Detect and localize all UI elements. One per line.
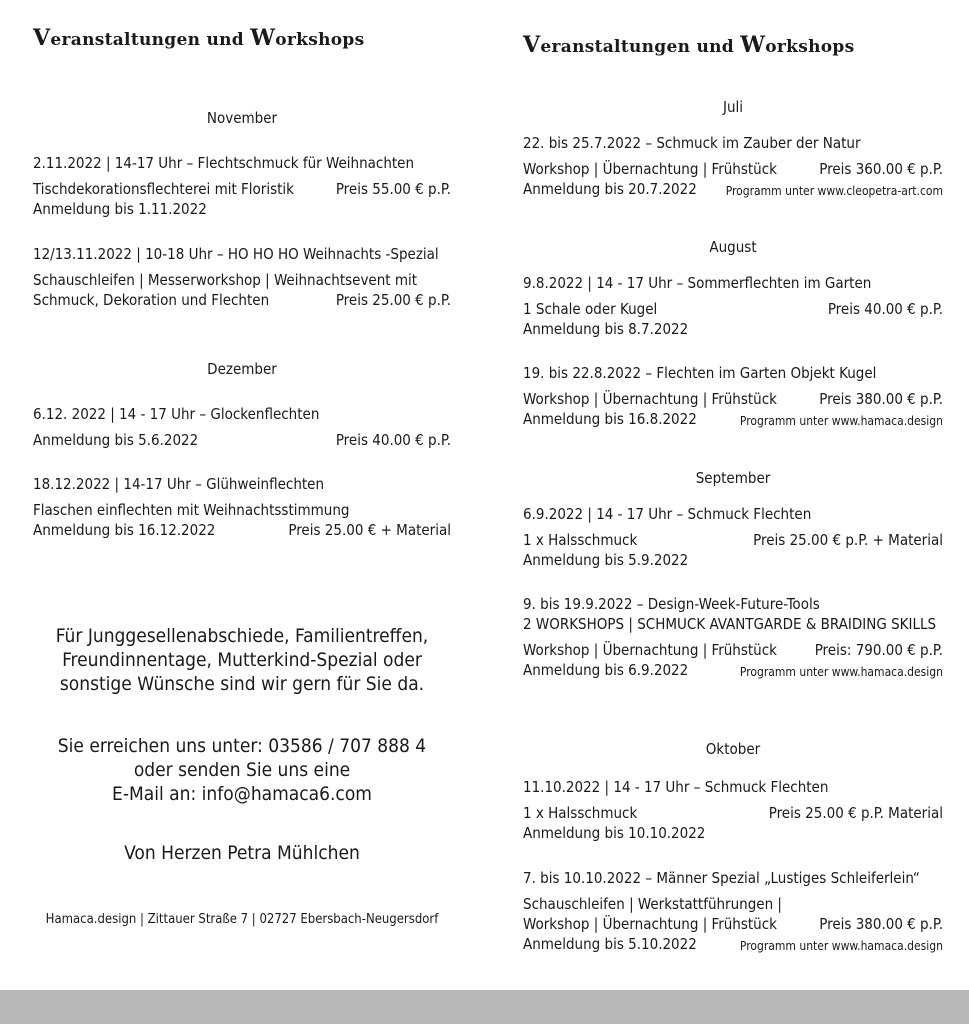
event-detail: Tischdekorationsflechterei mit Floristik (33, 180, 294, 198)
event-item (523, 868, 943, 954)
event-program-link: Programm unter www.hamaca.design (739, 414, 943, 428)
event-detail: Anmeldung bis 5.10.2022 (523, 935, 697, 953)
event-detail: Anmeldung bis 6.9.2022 (523, 661, 689, 679)
event-detail: Workshop | Übernachtung | Frühstück (523, 160, 777, 178)
event-detail: Anmeldung bis 16.12.2022 (33, 521, 216, 539)
month-juli: Juli (722, 98, 744, 116)
event-price: Preis 380.00 € p.P. (819, 915, 943, 933)
event-price: Preis 25.00 € + Material (288, 521, 451, 539)
contact-email: E-Mail an: info@hamaca6.com (112, 783, 372, 805)
contact-line: Sie erreichen uns unter: 03586 / 707 888 4 (57, 735, 427, 757)
event-price: Preis: 790.00 € p.P. (814, 641, 943, 659)
event-price: Preis 360.00 € p.P. (819, 160, 943, 178)
event-title: 12/13.11.2022 | 10-18 Uhr – HO HO HO Weihnachts -Spezial (33, 245, 439, 263)
event-detail: 1 x Halsschmuck (523, 531, 638, 549)
event-detail: Anmeldung bis 5.6.2022 (33, 431, 199, 449)
event-title: 19. bis 22.8.2022 – Flechten im Garten Objekt Kugel (523, 364, 877, 382)
event-title: 6.12. 2022 | 14 - 17 Uhr – Glockenflechten (33, 405, 320, 423)
left-heading: Veranstaltungen und Workshops (33, 25, 365, 51)
event-detail: Flaschen einflechten mit Weihnachtsstimmung (33, 501, 350, 519)
event-detail: Anmeldung bis 16.8.2022 (523, 410, 697, 428)
event-title: 7. bis 10.10.2022 – Männer Spezial „Lustiges Schleiferlein“ (523, 869, 920, 887)
month-september: September (695, 469, 771, 487)
address-footer: Hamaca.design | Zittauer Straße 7 | 02727 Ebersbach-Neugersdorf (45, 912, 439, 927)
contact-reach (33, 734, 451, 806)
page-bottom-band (0, 990, 969, 1024)
event-item (523, 504, 943, 570)
event-price: Preis 40.00 € p.P. (335, 431, 451, 449)
event-program-link: Programm unter www.hamaca.design (739, 665, 943, 679)
event-item (33, 404, 451, 450)
contact-line: sonstige Wünsche sind wir gern für Sie da. (59, 673, 425, 695)
event-detail: 1 x Halsschmuck (523, 804, 638, 822)
signature: Von Herzen Petra Mühlchen (124, 842, 360, 864)
contact-line: oder senden Sie uns eine (133, 759, 351, 781)
event-item (33, 474, 451, 540)
event-detail: Schauschleifen | Werkstattführungen | (523, 895, 782, 913)
right-heading: Veranstaltungen und Workshops (523, 32, 855, 58)
event-price: Preis 25.00 € p.P. (335, 291, 451, 309)
contact-line: Freundinnentage, Mutterkind-Spezial oder (62, 649, 422, 671)
event-detail: Schmuck, Dekoration und Flechten (33, 291, 270, 309)
contact-line: Für Junggesellenabschiede, Familientreffen, (55, 625, 429, 647)
event-item (523, 133, 943, 199)
event-item (523, 777, 943, 843)
event-price: Preis 25.00 € p.P. + Material (753, 531, 943, 549)
event-title: 9. bis 19.9.2022 – Design-Week-Future-Tools (523, 595, 820, 613)
event-subtitle: 2 WORKSHOPS | SCHMUCK AVANTGARDE & BRAIDING SKILLS (523, 615, 937, 633)
event-item (523, 273, 943, 339)
event-program-link: Programm unter www.cleopetra-art.com (725, 184, 943, 198)
event-title: 9.8.2022 | 14 - 17 Uhr – Sommerflechten im Garten (523, 274, 872, 292)
event-title: 22. bis 25.7.2022 – Schmuck im Zauber der Natur (523, 134, 861, 152)
event-detail: Anmeldung bis 10.10.2022 (523, 824, 706, 842)
event-detail: Workshop | Übernachtung | Frühstück (523, 915, 777, 933)
event-detail: Anmeldung bis 1.11.2022 (33, 200, 207, 218)
event-item (33, 153, 451, 219)
month-august: August (709, 238, 757, 256)
event-title: 18.12.2022 | 14-17 Uhr – Glühweinflechten (33, 475, 325, 493)
event-detail: Schauschleifen | Messerworkshop | Weihnachtsevent mit (33, 271, 418, 289)
event-title: 2.11.2022 | 14-17 Uhr – Flechtschmuck für Weihnachten (33, 154, 415, 172)
event-price: Preis 25.00 € p.P. Material (768, 804, 943, 822)
event-item (523, 363, 943, 429)
month-dezember: Dezember (207, 360, 277, 378)
event-price: Preis 55.00 € p.P. (335, 180, 451, 198)
event-price: Preis 40.00 € p.P. (827, 300, 943, 318)
month-oktober: Oktober (705, 740, 761, 758)
event-item (523, 594, 943, 680)
event-title: 11.10.2022 | 14 - 17 Uhr – Schmuck Flechten (523, 778, 829, 796)
event-detail: Workshop | Übernachtung | Frühstück (523, 390, 777, 408)
event-detail: Anmeldung bis 8.7.2022 (523, 320, 689, 338)
event-price: Preis 380.00 € p.P. (819, 390, 943, 408)
event-detail: Anmeldung bis 5.9.2022 (523, 551, 689, 569)
contact-intro (33, 624, 451, 696)
event-program-link: Programm unter www.hamaca.design (739, 939, 943, 953)
event-detail: Anmeldung bis 20.7.2022 (523, 180, 697, 198)
month-november: November (206, 109, 278, 127)
event-item (33, 244, 451, 310)
event-detail: 1 Schale oder Kugel (523, 300, 658, 318)
event-detail: Workshop | Übernachtung | Frühstück (523, 641, 777, 659)
event-title: 6.9.2022 | 14 - 17 Uhr – Schmuck Flechten (523, 505, 812, 523)
